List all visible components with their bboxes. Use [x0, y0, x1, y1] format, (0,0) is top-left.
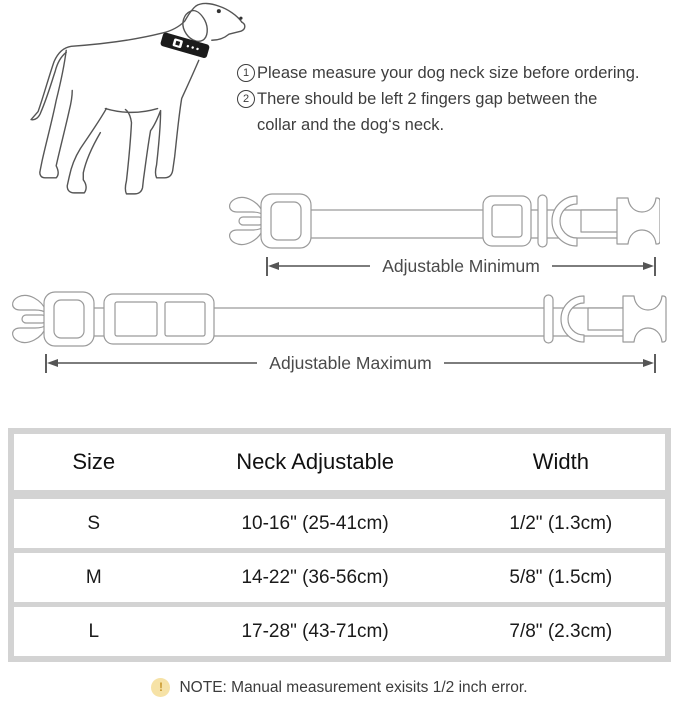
- d-ring: [561, 296, 584, 342]
- dog-nose: [239, 17, 242, 20]
- cell-neck: 14-22" (36-56cm): [241, 566, 389, 588]
- instruction-text: Please measure your dog neck size before ordering.: [257, 64, 640, 82]
- circled-number-1-icon: 1: [237, 64, 255, 82]
- cell-size: M: [85, 566, 102, 588]
- measurement-note: [0, 678, 679, 697]
- dimension-line: [279, 265, 370, 266]
- oval-ring: [544, 295, 553, 343]
- adjustable-maximum-dimension: [45, 351, 656, 375]
- right-arrowhead-icon: [643, 262, 654, 270]
- table-row: [14, 499, 665, 548]
- buckle-socket: [617, 198, 660, 244]
- dimension-line: [552, 265, 643, 266]
- circled-number-2-icon: 2: [237, 90, 255, 108]
- cell-neck: 10-16" (25-41cm): [241, 512, 389, 534]
- left-arrowhead-icon: [47, 359, 58, 367]
- dimension-endbar: [654, 354, 656, 373]
- header-width: Width: [532, 449, 589, 474]
- dimension-endbar: [654, 257, 656, 276]
- cell-neck: 17-28" (43-71cm): [241, 620, 389, 642]
- adjustable-maximum-label: Adjustable Maximum: [269, 352, 432, 373]
- oval-ring: [538, 195, 547, 247]
- instruction-text: There should be left 2 fingers gap between the collar and the dog‘s neck.: [257, 90, 598, 134]
- table-row: [14, 607, 665, 656]
- dog-front-legs: [125, 60, 198, 194]
- dog-rear-leg-near: [67, 109, 106, 193]
- adjustable-minimum-label: Adjustable Minimum: [382, 255, 540, 276]
- instruction-item: [237, 60, 677, 86]
- buckle-prongs: [13, 295, 46, 342]
- left-arrowhead-icon: [268, 262, 279, 270]
- dimension-line: [58, 362, 257, 363]
- dog-body-outline: [31, 3, 242, 119]
- adjustable-minimum-dimension: [266, 254, 656, 278]
- connector-bar: [588, 308, 628, 330]
- slider: [483, 196, 531, 246]
- dog-muzzle: [212, 22, 245, 40]
- buckle-prongs: [230, 197, 263, 244]
- table-header-row: [14, 434, 665, 490]
- buckle-socket: [623, 296, 666, 342]
- dog-eye: [217, 9, 221, 13]
- ordering-instructions: [237, 60, 677, 138]
- collar-min-illustration: [225, 190, 660, 252]
- cell-size: L: [88, 620, 100, 642]
- cell-size: S: [87, 512, 101, 534]
- dimension-line: [444, 362, 643, 363]
- table-row: [14, 553, 665, 602]
- dog-illustration: [14, 0, 260, 196]
- exclamation-circle-icon: !: [151, 678, 170, 697]
- size-table: [8, 428, 671, 662]
- instruction-item: [237, 86, 677, 138]
- dog-line-art: [14, 0, 260, 196]
- cell-width: 5/8" (1.5cm): [509, 566, 613, 588]
- right-arrowhead-icon: [643, 359, 654, 367]
- header-neck-adjustable: Neck Adjustable: [236, 449, 394, 474]
- header-size: Size: [72, 449, 116, 474]
- cell-width: 7/8" (2.3cm): [509, 620, 613, 642]
- connector-bar: [581, 210, 621, 232]
- dog-belly: [105, 109, 157, 113]
- note-text: NOTE: Manual measurement exisits 1/2 inch error.: [179, 678, 528, 696]
- dog-collar: [160, 32, 210, 59]
- cell-width: 1/2" (1.3cm): [509, 512, 613, 534]
- collar-max-illustration: [8, 288, 668, 350]
- dog-ear: [183, 11, 207, 42]
